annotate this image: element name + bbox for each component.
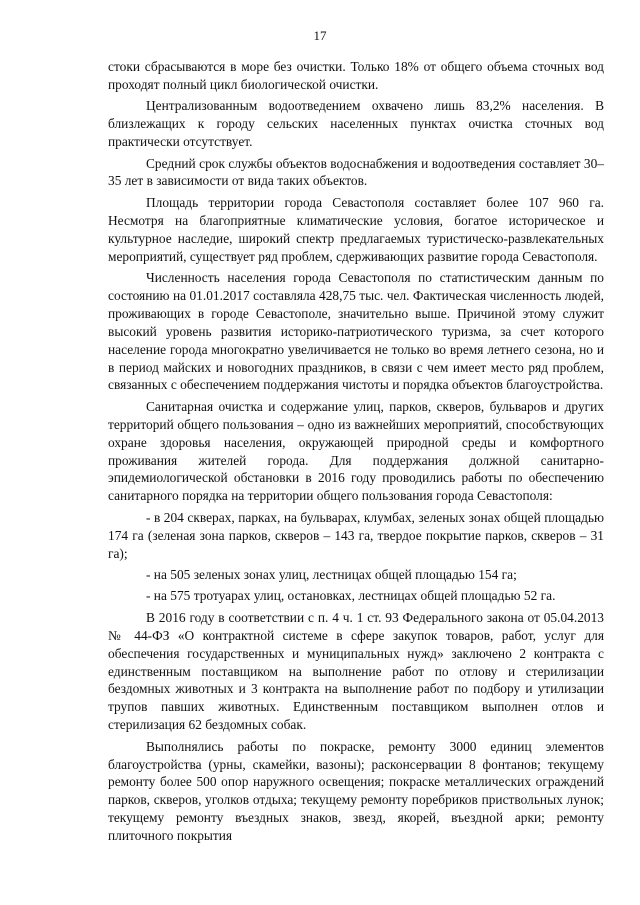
document-body [108,58,604,849]
paragraph: В 2016 году в соответствии с п. 4 ч. 1 ст. 93 Федерального закона от 05.04.2013 № 44-ФЗ «О контрактной системе в сфере закупок товаров, работ, услуг для обеспечения государственных и муниципальных нужд» заключено 2 контракта с единственным поставщиком на выполнение работ по отлову и стерилизации бездомных животных и 3 контракта на выполнение работ по подбору и утилизации трупов павших животных. Единственным поставщиком выполнен отлов и стерилизация 62 бездомных собак. [108,609,604,733]
list-item: - на 505 зеленых зонах улиц, лестницах общей площадью 154 га; [146,566,517,582]
paragraph: Численность населения города Севастополя по статистическим данным по состоянию на 01.01.2017 составляла 428,75 тыс. чел. Фактическая численность людей, проживающих в городе Севастополе, значительно выше. Причиной этому служит высокий уровень развития историко-патриотического туризма, за счет которого население города многократно увеличивается не только во время летнего сезона, но и в период майских и новогодних праздников, в связи с чем имеет место ряд проблем, связанных с обеспечением поддержания чистоты и порядка объектов благоустройства. [108,269,604,393]
page-number: 17 [313,28,327,43]
paragraph: Выполнялись работы по покраске, ремонту 3000 единиц элементов благоустройства (урны, скамейки, вазоны); расконсервации 8 фонтанов; текущему ремонту более 500 опор наружного освещения; покраске металлических ограждений парков, скверов, уголков отдыха; текущему ремонту поребриков приствольных лунок; текущему ремонту въездных знаков, звезд, якорей, въездной арки; ремонту плиточного покрытия [108,738,604,844]
list-item: - в 204 скверах, парках, на бульварах, клумбах, зеленых зонах общей площадью 174 га (зеленая зона парков, скверов – 143 га, твердое покрытие парков, скверов – 31 га); [108,509,604,561]
paragraph: Площадь территории города Севастополя составляет более 107 960 га. Несмотря на благоприятные климатические условия, богатое историческое и культурное наследие, широкий спектр предлагаемых туристическо-развлекательных мероприятий, существует ряд проблем, сдерживающих развитие города Севастополя. [108,194,604,264]
paragraph: Централизованным водоотведением охвачено лишь 83,2% населения. В близлежащих к городу сельских населенных пунктах очистка сточных вод практически отсутствует. [108,98,604,150]
paragraph: Средний срок службы объектов водоснабжения и водоотведения составляет 30–35 лет в зависимости от вида таких объектов. [108,155,604,189]
list-item: - на 575 тротуарах улиц, остановках, лестницах общей площадью 52 га. [146,588,556,604]
paragraph: Санитарная очистка и содержание улиц, парков, скверов, бульваров и других территорий общего пользования – одно из важнейших мероприятий, способствующих охране здоровья населения, окружающей природной среды и комфортного проживания жителей города. Для поддержания должной санитарно-эпидемиологической обстановки в 2016 году проводились работы по обеспечению санитарного порядка на территории общего пользования города Севастополя: [108,398,604,504]
paragraph: стоки сбрасываются в море без очистки. Только 18% от общего объема сточных вод проходят полный цикл биологической очистки. [108,59,604,92]
